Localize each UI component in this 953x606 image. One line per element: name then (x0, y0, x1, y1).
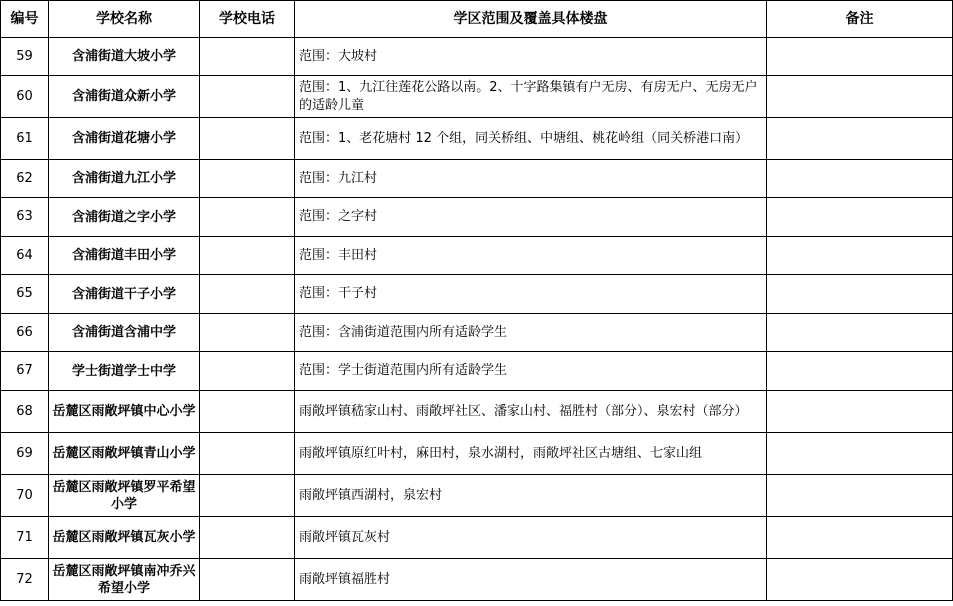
cell-scope: 雨敞坪镇瓦灰村 (295, 517, 767, 559)
cell-num: 72 (1, 559, 49, 601)
cell-num: 68 (1, 391, 49, 433)
cell-name: 岳麓区雨敞坪镇瓦灰小学 (49, 517, 200, 559)
cell-scope: 范围：学士街道范围内所有适龄学生 (295, 352, 767, 391)
cell-note (767, 275, 953, 314)
table-row (1, 76, 953, 118)
table-row (1, 475, 953, 517)
cell-num: 64 (1, 237, 49, 275)
cell-name: 岳麓区雨敞坪镇中心小学 (49, 391, 200, 433)
cell-phone (200, 38, 295, 76)
cell-note (767, 314, 953, 352)
cell-num: 71 (1, 517, 49, 559)
cell-phone (200, 314, 295, 352)
header-num: 编号 (1, 1, 49, 38)
table-row (1, 433, 953, 475)
cell-name: 含浦街道之字小学 (49, 198, 200, 237)
table-row (1, 559, 953, 601)
cell-name: 含浦街道花塘小学 (49, 118, 200, 160)
cell-num: 62 (1, 160, 49, 198)
cell-note (767, 391, 953, 433)
cell-name: 岳麓区雨敞坪镇罗平希望小学 (49, 475, 200, 517)
table-row (1, 198, 953, 237)
table-row (1, 352, 953, 391)
cell-name: 岳麓区雨敞坪镇青山小学 (49, 433, 200, 475)
table-row (1, 517, 953, 559)
cell-scope: 范围：之字村 (295, 198, 767, 237)
cell-scope: 雨敞坪镇原红叶村，麻田村，泉水湖村，雨敞坪社区古塘组、七家山组 (295, 433, 767, 475)
cell-phone (200, 352, 295, 391)
cell-phone (200, 118, 295, 160)
header-scope: 学区范围及覆盖具体楼盘 (295, 1, 767, 38)
cell-name: 含浦街道干子小学 (49, 275, 200, 314)
cell-note (767, 76, 953, 118)
cell-num: 60 (1, 76, 49, 118)
cell-num: 65 (1, 275, 49, 314)
cell-note (767, 160, 953, 198)
table-row (1, 237, 953, 275)
cell-scope: 雨敞坪镇福胜村 (295, 559, 767, 601)
cell-note (767, 352, 953, 391)
table-row (1, 160, 953, 198)
cell-name: 含浦街道九江小学 (49, 160, 200, 198)
cell-scope: 范围：大坡村 (295, 38, 767, 76)
cell-name: 含浦街道丰田小学 (49, 237, 200, 275)
cell-num: 59 (1, 38, 49, 76)
cell-phone (200, 76, 295, 118)
cell-num: 66 (1, 314, 49, 352)
cell-phone (200, 160, 295, 198)
cell-note (767, 475, 953, 517)
cell-note (767, 118, 953, 160)
cell-num: 61 (1, 118, 49, 160)
cell-note (767, 198, 953, 237)
cell-phone (200, 275, 295, 314)
header-phone: 学校电话 (200, 1, 295, 38)
cell-note (767, 559, 953, 601)
cell-name: 含浦街道大坡小学 (49, 38, 200, 76)
cell-num: 67 (1, 352, 49, 391)
cell-name: 学士街道学士中学 (49, 352, 200, 391)
cell-phone (200, 237, 295, 275)
header-name: 学校名称 (49, 1, 200, 38)
table-row (1, 118, 953, 160)
table-row (1, 391, 953, 433)
header-row (1, 1, 953, 38)
cell-scope: 范围：干子村 (295, 275, 767, 314)
cell-phone (200, 475, 295, 517)
cell-name: 含浦街道众新小学 (49, 76, 200, 118)
cell-num: 70 (1, 475, 49, 517)
cell-name: 含浦街道含浦中学 (49, 314, 200, 352)
cell-scope: 范围：丰田村 (295, 237, 767, 275)
cell-scope: 范围：1、九江往莲花公路以南。2、十字路集镇有户无房、有房无户、无房无户的适龄儿童 (295, 76, 767, 118)
cell-note (767, 517, 953, 559)
cell-scope: 雨敞坪镇西湖村，泉宏村 (295, 475, 767, 517)
cell-phone (200, 559, 295, 601)
cell-scope: 范围：九江村 (295, 160, 767, 198)
cell-phone (200, 517, 295, 559)
cell-scope: 雨敞坪镇嵇家山村、雨敞坪社区、潘家山村、福胜村（部分）、泉宏村（部分） (295, 391, 767, 433)
cell-name: 岳麓区雨敞坪镇南冲乔兴希望小学 (49, 559, 200, 601)
header-note: 备注 (767, 1, 953, 38)
cell-scope: 范围：1、老花塘村 12 个组，同关桥组、中塘组、桃花岭组（同关桥港口南） (295, 118, 767, 160)
cell-scope: 范围：含浦街道范围内所有适龄学生 (295, 314, 767, 352)
table-row (1, 275, 953, 314)
cell-note (767, 237, 953, 275)
cell-note (767, 38, 953, 76)
cell-phone (200, 391, 295, 433)
table-row (1, 314, 953, 352)
cell-note (767, 433, 953, 475)
cell-num: 69 (1, 433, 49, 475)
cell-num: 63 (1, 198, 49, 237)
cell-phone (200, 433, 295, 475)
cell-phone (200, 198, 295, 237)
table-row (1, 38, 953, 76)
